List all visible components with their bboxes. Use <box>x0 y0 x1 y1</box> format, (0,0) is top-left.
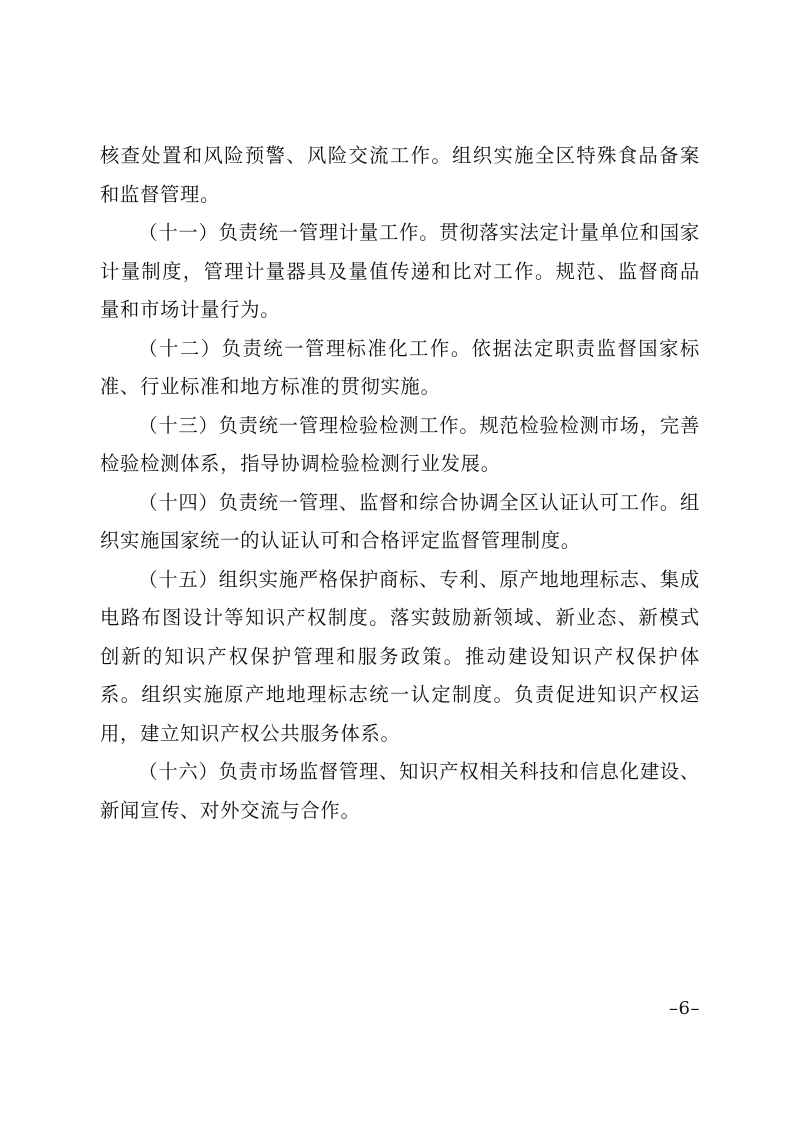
paragraph-item-14: （十四）负责统一管理、监督和综合协调全区认证认可工作。组织实施国家统一的认证认可和合格评定监督管理制度。 <box>100 490 700 552</box>
paragraph-item-16: （十六）负责市场监督管理、知识产权相关科技和信息化建设、新闻宣传、对外交流与合作。 <box>100 760 700 822</box>
paragraph-item-15: （十五）组织实施严格保护商标、专利、原产地地理标志、集成电路布图设计等知识产权制度。落实鼓励新领域、新业态、新模式创新的知识产权保护管理和服务政策。推动建设知识产权保护体系。组织实施原产地地理标志统一认定制度。负责促进知识产权运用，建立知识产权公共服务体系。 <box>100 567 700 745</box>
body-text <box>100 137 700 830</box>
paragraph-item-13: （十三）负责统一管理检验检测工作。规范检验检测市场，完善检验检测体系，指导协调检验检测行业发展。 <box>100 413 700 475</box>
paragraph-item-11: （十一）负责统一管理计量工作。贯彻落实法定计量单位和国家计量制度，管理计量器具及量值传递和比对工作。规范、监督商品量和市场计量行为。 <box>100 221 700 321</box>
paragraph-item-12: （十二）负责统一管理标准化工作。依据法定职责监督国家标准、行业标准和地方标准的贯彻实施。 <box>100 336 700 398</box>
page-number: –6– <box>669 998 700 1019</box>
paragraph-continuation: 核查处置和风险预警、风险交流工作。组织实施全区特殊食品备案和监督管理。 <box>100 144 700 206</box>
